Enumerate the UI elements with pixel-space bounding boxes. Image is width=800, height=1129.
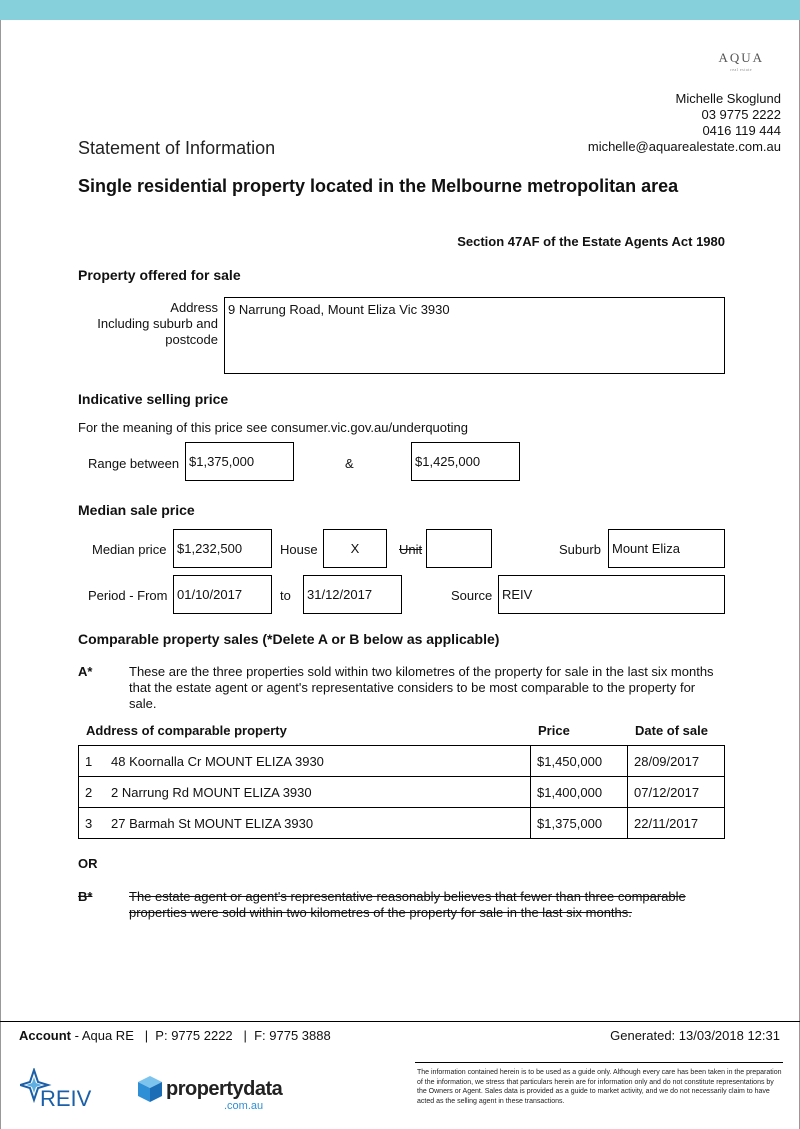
or-separator: OR	[78, 856, 98, 871]
source-label: Source	[451, 588, 493, 603]
comparable-date-cell: 07/12/2017	[628, 777, 725, 808]
propertydata-cube-icon	[138, 1076, 162, 1106]
address-label-line1: Address	[170, 300, 218, 315]
option-b-text: The estate agent or agent's representative reasonably believes that fewer than three comparable properties were sold within two kilometres of the property for sale in the last six months.	[129, 889, 686, 920]
period-to-field[interactable]: 31/12/2017	[303, 575, 402, 614]
comparable-date-cell: 28/09/2017	[628, 746, 725, 777]
page-border-left	[0, 20, 1, 1129]
underquoting-note: For the meaning of this price see consumer.vic.gov.au/underquoting	[78, 420, 468, 435]
generated-timestamp: Generated: 13/03/2018 12:31	[610, 1028, 780, 1043]
indicative-heading: Indicative selling price	[78, 391, 229, 407]
row-number: 3	[85, 815, 93, 831]
comparable-address-cell	[79, 808, 531, 839]
account-info	[19, 1028, 331, 1043]
top-color-bar	[0, 0, 800, 20]
row-address: 27 Barmah St MOUNT ELIZA 3930	[111, 815, 314, 831]
account-label: Account	[19, 1028, 71, 1043]
address-label-line3: postcode	[165, 332, 218, 347]
unit-field[interactable]	[426, 529, 492, 568]
propertydata-logo	[138, 1074, 288, 1116]
table-row	[79, 777, 725, 808]
comparable-address-cell	[79, 777, 531, 808]
source-field[interactable]: REIV	[498, 575, 725, 614]
option-b-label: B*	[78, 889, 93, 904]
propertydata-logo-text: propertydata	[166, 1078, 283, 1100]
period-from-field[interactable]: 01/10/2017	[173, 575, 272, 614]
disclaimer-text: The information contained herein is to be used as a guide only. Although every care has been taken in the preparation of the information, we stress that particulars herein are for information only and do not constitute representations by the Owners or Agent. Sales data is provided as a guide to market activity, and we do not necessarily claim to have acted as the selling agent in these transactions.	[417, 1069, 782, 1105]
range-ampersand: &	[345, 456, 354, 471]
suburb-field[interactable]: Mount Eliza	[608, 529, 725, 568]
period-to-label: to	[280, 588, 291, 603]
agent-phone: 03 9775 2222	[701, 107, 781, 122]
col-header-address: Address of comparable property	[86, 723, 287, 738]
unit-label: Unit	[399, 542, 423, 557]
reiv-logo	[20, 1068, 100, 1112]
agent-email[interactable]: michelle@aquarealestate.com.au	[587, 139, 781, 154]
address-field[interactable]: 9 Narrung Road, Mount Eliza Vic 3930	[224, 297, 725, 374]
option-a-label: A*	[78, 664, 93, 679]
agent-name: Michelle Skoglund	[675, 91, 781, 106]
aqua-logo-text: AQUA	[718, 50, 764, 65]
aqua-logo-sub: real estate	[730, 67, 753, 72]
comparable-price-cell: $1,375,000	[531, 808, 628, 839]
document-title: Single residential property located in the Melbourne metropolitan area	[78, 176, 679, 196]
range-low-field[interactable]: $1,375,000	[185, 442, 294, 481]
footer-divider	[0, 1021, 800, 1022]
comparable-heading: Comparable property sales (*Delete A or B below as applicable)	[78, 631, 500, 647]
range-label: Range between	[88, 456, 180, 471]
option-a-text: These are the three properties sold within two kilometres of the property for sale in the last six months that the estate agent or agent's representative considers to be most comparable to the property for sale.	[129, 664, 714, 711]
row-number: 1	[85, 753, 93, 769]
comparable-price-cell: $1,450,000	[531, 746, 628, 777]
median-heading: Median sale price	[78, 502, 195, 518]
statement-heading: Statement of Information	[78, 138, 276, 158]
col-header-date: Date of sale	[635, 723, 708, 738]
address-label-line2: Including suburb and	[97, 316, 218, 331]
aqua-logo	[718, 50, 764, 72]
disclaimer-divider	[415, 1062, 783, 1063]
act-reference: Section 47AF of the Estate Agents Act 1980	[457, 234, 725, 249]
col-header-price: Price	[538, 723, 570, 738]
agent-contact	[588, 91, 781, 155]
table-row	[79, 808, 725, 839]
account-details: - Aqua RE | P: 9775 2222 | F: 9775 3888	[71, 1028, 331, 1043]
property-heading: Property offered for sale	[78, 267, 241, 283]
period-from-label: Period - From	[88, 588, 168, 603]
median-price-label: Median price	[92, 542, 167, 557]
comparable-table	[78, 745, 725, 839]
row-number: 2	[85, 784, 93, 800]
house-label: House	[280, 542, 318, 557]
propertydata-logo-sub: .com.au	[224, 1100, 264, 1112]
address-label	[80, 300, 218, 348]
row-address: 2 Narrung Rd MOUNT ELIZA 3930	[111, 784, 312, 800]
range-high-field[interactable]: $1,425,000	[411, 442, 520, 481]
comparable-price-cell: $1,400,000	[531, 777, 628, 808]
table-row	[79, 746, 725, 777]
agent-mobile: 0416 119 444	[702, 123, 781, 138]
suburb-label: Suburb	[559, 542, 601, 557]
reiv-logo-text: REIV	[40, 1086, 92, 1111]
house-field[interactable]: X	[323, 529, 387, 568]
median-price-field[interactable]: $1,232,500	[173, 529, 272, 568]
comparable-address-cell	[79, 746, 531, 777]
comparable-date-cell: 22/11/2017	[628, 808, 725, 839]
row-address: 48 Koornalla Cr MOUNT ELIZA 3930	[111, 753, 324, 769]
